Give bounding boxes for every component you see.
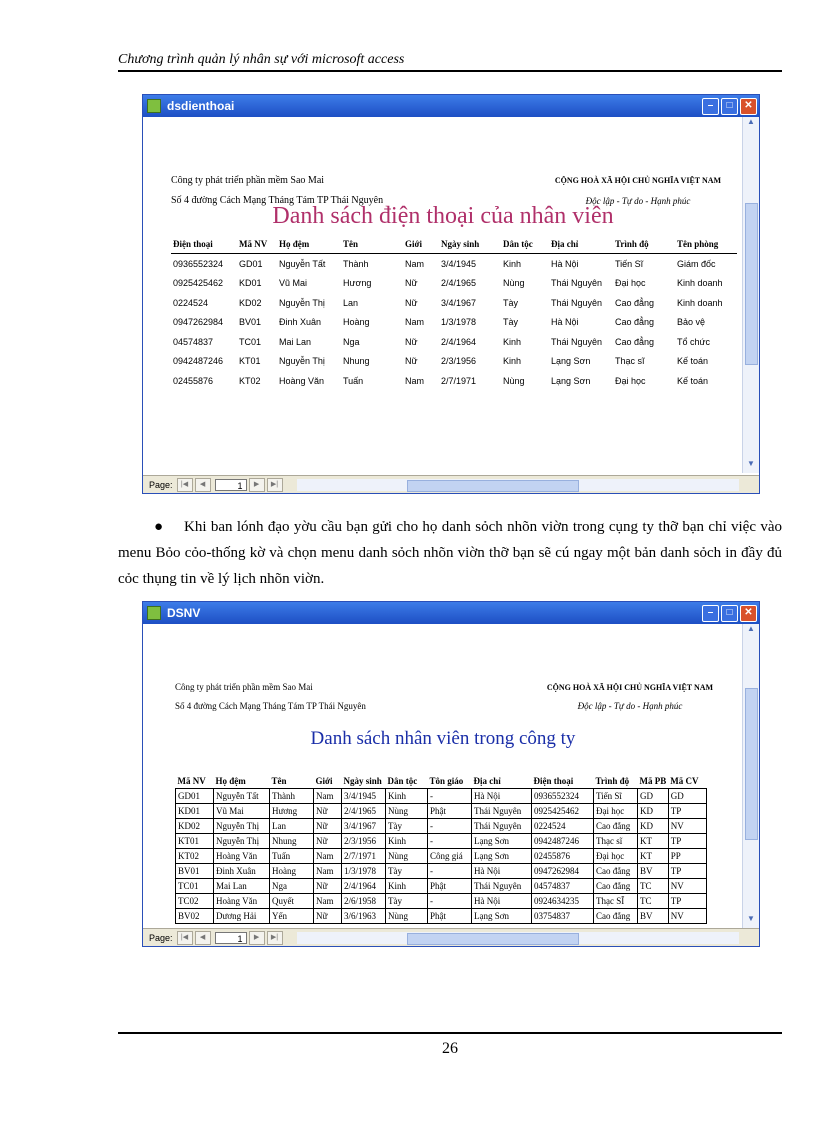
- table-cell: Hoàng: [270, 864, 314, 879]
- table-cell: Lan: [270, 819, 314, 834]
- table-cell: Kinh doanh: [677, 278, 723, 289]
- table-cell: Nam: [314, 894, 342, 909]
- table-cell: GD01: [239, 258, 263, 269]
- table-cell: Thạc sĩ: [615, 356, 645, 367]
- maximize-icon[interactable]: □: [721, 98, 738, 115]
- table-cell: 0224524: [173, 297, 209, 308]
- prev-page-icon[interactable]: ◀: [195, 931, 211, 945]
- column-header: Mã NV: [237, 237, 277, 254]
- table-cell: Đinh Xuân: [214, 864, 270, 879]
- table-cell: Kế toán: [677, 375, 709, 386]
- scroll-thumb[interactable]: [745, 203, 758, 365]
- table-cell: TC01: [176, 879, 214, 894]
- table-cell: 04574837: [532, 879, 594, 894]
- report-title: Danh sách nhân viên trong công ty: [310, 728, 576, 749]
- table-cell: 02455876: [532, 849, 594, 864]
- table-cell: KD01: [239, 278, 262, 289]
- table-cell: -: [428, 834, 472, 849]
- page-number-input[interactable]: 1: [215, 932, 247, 944]
- column-header: Tên phòng: [675, 237, 737, 254]
- table-cell: Cao đẳng: [594, 909, 638, 924]
- table-cell: 2/7/1971: [342, 849, 386, 864]
- report-icon: [147, 606, 161, 620]
- table-cell: Đại học: [594, 804, 638, 819]
- table-cell: 1/3/1978: [441, 317, 477, 328]
- company-info: [175, 678, 366, 716]
- table-cell: 0936552324: [173, 258, 224, 269]
- column-header: Tôn giáo: [429, 776, 464, 786]
- table-cell: 0925425462: [532, 804, 594, 819]
- table-cell: Nguyễn Thị: [214, 819, 270, 834]
- table-cell: Nùng: [386, 909, 428, 924]
- table-cell: 2/4/1964: [441, 336, 477, 347]
- page-header: Chương trình quản lý nhân sự với microsoft access: [118, 52, 782, 72]
- table-row: [171, 371, 737, 391]
- table-cell: Nữ: [314, 879, 342, 894]
- table-cell: 0936552324: [532, 789, 594, 804]
- table-cell: KT02: [239, 375, 261, 386]
- table-cell: Nữ: [314, 804, 342, 819]
- table-cell: 3/4/1945: [342, 789, 386, 804]
- table-cell: Phật: [428, 909, 472, 924]
- table-cell: 0924634235: [532, 894, 594, 909]
- table-cell: Dương Hải: [214, 909, 270, 924]
- table-cell: Hà Nội: [551, 258, 579, 269]
- table-cell: 2/3/1956: [441, 356, 477, 367]
- company-address: Số 4 đường Cách Mạng Tháng Tám TP Thái Nguyên: [175, 701, 366, 711]
- table-cell: -: [428, 789, 472, 804]
- last-page-icon[interactable]: ▶|: [267, 931, 283, 945]
- table-cell: Thái Nguyên: [551, 336, 603, 347]
- column-header: Họ đệm: [277, 237, 341, 254]
- table-cell: Tuấn: [343, 375, 364, 386]
- window-title: DSNV: [167, 606, 201, 620]
- table-cell: Tiến Sĩ: [594, 789, 638, 804]
- scroll-down-icon[interactable]: ▼: [747, 914, 755, 923]
- page-navigation-bar: [143, 475, 759, 493]
- table-cell: TC: [638, 879, 669, 894]
- table-cell: PP: [668, 849, 706, 864]
- table-cell: Hoàng Văn: [279, 375, 325, 386]
- next-page-icon[interactable]: ▶: [249, 478, 265, 492]
- table-row: [176, 834, 707, 849]
- table-cell: Cao đẳng: [615, 297, 655, 308]
- horizontal-scrollbar[interactable]: [297, 479, 739, 491]
- company-address: Số 4 đường Cách Mạng Tháng Tám TP Thái Nguyên: [171, 195, 384, 206]
- table-cell: Hà Nội: [472, 894, 532, 909]
- page-footer: [118, 1032, 782, 1058]
- table-cell: Mai Lan: [279, 336, 312, 347]
- hscroll-thumb[interactable]: [407, 480, 579, 492]
- column-header: Dân tộc: [387, 776, 418, 786]
- table-cell: KD02: [239, 297, 262, 308]
- table-cell: KT02: [176, 849, 214, 864]
- table-cell: Giám đốc: [677, 258, 716, 269]
- window-titlebar[interactable]: [143, 95, 759, 117]
- table-cell: Đại học: [615, 278, 646, 289]
- table-cell: Hương: [270, 804, 314, 819]
- table-cell: Kinh: [503, 258, 522, 269]
- column-header: Họ đệm: [215, 776, 246, 786]
- table-cell: Kinh: [503, 336, 522, 347]
- table-cell: BV: [638, 909, 669, 924]
- table-cell: Nhung: [270, 834, 314, 849]
- table-cell: 2/4/1965: [342, 804, 386, 819]
- table-cell: Thạc sĩ: [594, 834, 638, 849]
- table-cell: Nguyễn Thị: [214, 834, 270, 849]
- table-cell: -: [428, 864, 472, 879]
- table-cell: BV01: [176, 864, 214, 879]
- table-cell: Hoàng: [343, 317, 370, 328]
- report-icon: [147, 99, 161, 113]
- table-cell: Hà Nội: [551, 317, 579, 328]
- table-row: [171, 254, 737, 274]
- table-row: [171, 274, 737, 294]
- table-cell: KD: [638, 804, 669, 819]
- table-cell: TC02: [176, 894, 214, 909]
- page-label: Page:: [149, 479, 173, 490]
- table-row: [171, 293, 737, 313]
- table-cell: Nga: [270, 879, 314, 894]
- table-cell: Nữ: [405, 297, 418, 308]
- company-name: Công ty phát triển phần mềm Sao Mai: [175, 682, 313, 692]
- table-cell: Lạng Sơn: [551, 356, 591, 367]
- table-cell: KT: [638, 834, 669, 849]
- report-title: Danh sách điện thoại của nhân viên: [272, 203, 614, 229]
- report-window-dsdienthoai: [142, 94, 760, 494]
- table-cell: TP: [668, 894, 706, 909]
- table-cell: 3/6/1963: [342, 909, 386, 924]
- scroll-thumb[interactable]: [745, 688, 758, 840]
- table-cell: GD: [668, 789, 706, 804]
- table-row: [176, 909, 707, 924]
- employee-table: [175, 774, 707, 924]
- prev-page-icon[interactable]: ◀: [195, 478, 211, 492]
- table-cell: Yến: [270, 909, 314, 924]
- maximize-icon[interactable]: □: [721, 605, 738, 622]
- table-cell: TC: [638, 894, 669, 909]
- last-page-icon[interactable]: ▶|: [267, 478, 283, 492]
- table-cell: Nùng: [386, 849, 428, 864]
- table-cell: 1/3/1978: [342, 864, 386, 879]
- table-cell: Thái Nguyên: [472, 804, 532, 819]
- table-cell: TP: [668, 804, 706, 819]
- table-cell: Lạng Sơn: [472, 834, 532, 849]
- table-row: [176, 894, 707, 909]
- table-cell: Nam: [405, 317, 425, 328]
- table-cell: 0925425462: [173, 278, 224, 289]
- column-header: Điện thoại: [171, 237, 237, 254]
- table-cell: Cao đẳng: [594, 864, 638, 879]
- close-icon[interactable]: ✕: [740, 605, 757, 622]
- table-cell: 2/6/1958: [342, 894, 386, 909]
- table-cell: Kinh: [503, 356, 522, 367]
- table-row: [176, 864, 707, 879]
- table-cell: Thái Nguyên: [551, 278, 603, 289]
- company-name: Công ty phát triển phần mềm Sao Mai: [171, 175, 325, 186]
- table-cell: NV: [668, 909, 706, 924]
- paragraph-text: Khi ban lónh đạo yờu cầu bạn gửi cho họ danh sỏch nhõn viờn trong cụng ty thỡ bạn chỉ việc vào menu Bỏo cỏo-thống kờ và chọn menu danh sỏch nhõn viờn thỡ bạn sẽ cú ngay một bản danh sỏch in đầy đủ cỏc thụng tin về lý lịch nhõn viờn.: [118, 519, 782, 587]
- table-cell: -: [428, 819, 472, 834]
- table-cell: Hà Nội: [472, 789, 532, 804]
- table-cell: TC01: [239, 336, 262, 347]
- republic-name: CỘNG HOÀ XÃ HỘI CHỦ NGHĨA VIỆT NAM: [546, 683, 714, 692]
- table-cell: Đinh Xuân: [279, 317, 322, 328]
- table-cell: Hà Nội: [472, 864, 532, 879]
- column-header: Giới: [403, 237, 439, 254]
- table-cell: Thái Nguyên: [551, 297, 603, 308]
- table-cell: NV: [668, 879, 706, 894]
- table-cell: Bảo vệ: [677, 317, 706, 328]
- table-cell: Nữ: [314, 834, 342, 849]
- column-header: Giới: [315, 776, 333, 786]
- first-page-icon[interactable]: |◀: [177, 931, 193, 945]
- table-row: [176, 879, 707, 894]
- table-row: [176, 849, 707, 864]
- table-cell: 2/4/1964: [342, 879, 386, 894]
- column-header: Mã CV: [670, 776, 699, 786]
- table-cell: -: [428, 894, 472, 909]
- next-page-icon[interactable]: ▶: [249, 931, 265, 945]
- phone-table: [171, 237, 737, 391]
- vertical-scrollbar[interactable]: [742, 117, 759, 473]
- table-cell: Nữ: [405, 356, 418, 367]
- table-cell: Tuấn: [270, 849, 314, 864]
- table-cell: Thạc SĨ: [594, 894, 638, 909]
- minimize-icon[interactable]: –: [702, 98, 719, 115]
- table-cell: Nam: [405, 375, 425, 386]
- table-cell: Nữ: [405, 336, 418, 347]
- table-cell: Tày: [503, 317, 519, 328]
- table-cell: TP: [668, 864, 706, 879]
- table-cell: Nguyễn Tất: [214, 789, 270, 804]
- table-cell: Tiến Sĩ: [615, 258, 644, 269]
- report-window-dsnv: [142, 601, 760, 947]
- column-header: Mã NV: [177, 776, 206, 786]
- table-cell: NV: [668, 819, 706, 834]
- table-cell: 02455876: [173, 375, 214, 386]
- column-header: Địa chỉ: [549, 237, 613, 254]
- column-header: Mã PB: [639, 776, 667, 786]
- table-cell: Hương: [343, 278, 372, 289]
- table-cell: Phật: [428, 879, 472, 894]
- table-cell: 3/4/1945: [441, 258, 477, 269]
- table-cell: Cao đẳng: [594, 819, 638, 834]
- table-cell: Nữ: [314, 819, 342, 834]
- table-cell: Kinh: [386, 789, 428, 804]
- table-cell: Thái Nguyên: [472, 819, 532, 834]
- table-cell: Thái Nguyên: [472, 879, 532, 894]
- table-cell: 2/4/1965: [441, 278, 477, 289]
- table-cell: Nhung: [343, 356, 370, 367]
- table-row: [176, 789, 707, 804]
- table-cell: Nùng: [503, 278, 525, 289]
- table-cell: 04574837: [173, 336, 214, 347]
- table-cell: Hoàng Văn: [214, 894, 270, 909]
- page-number-input[interactable]: 1: [215, 479, 247, 491]
- table-cell: Phật: [428, 804, 472, 819]
- column-header: Trình độ: [613, 237, 675, 254]
- table-cell: Tày: [386, 864, 428, 879]
- table-cell: Tày: [386, 819, 428, 834]
- table-row: [171, 332, 737, 352]
- table-cell: KD01: [176, 804, 214, 819]
- body-paragraph: [118, 514, 782, 592]
- table-cell: Nam: [314, 849, 342, 864]
- table-cell: Tày: [386, 894, 428, 909]
- table-cell: 0942487246: [173, 356, 224, 367]
- table-cell: Cao đẳng: [615, 336, 655, 347]
- table-cell: 3/4/1967: [342, 819, 386, 834]
- table-cell: Nữ: [314, 909, 342, 924]
- table-cell: Lạng Sơn: [551, 375, 591, 386]
- table-cell: BV: [638, 864, 669, 879]
- table-cell: Thành: [343, 258, 369, 269]
- table-cell: 2/7/1971: [441, 375, 477, 386]
- table-cell: Vũ Mai: [214, 804, 270, 819]
- first-page-icon[interactable]: |◀: [177, 478, 193, 492]
- table-row: [171, 313, 737, 333]
- table-cell: Nguyễn Thị: [279, 297, 325, 308]
- window-titlebar[interactable]: [143, 602, 759, 624]
- table-cell: Thành: [270, 789, 314, 804]
- table-row: [171, 352, 737, 372]
- table-cell: Kinh doanh: [677, 297, 723, 308]
- table-cell: BV01: [239, 317, 262, 328]
- table-cell: Nga: [343, 336, 360, 347]
- scroll-up-icon[interactable]: ▲: [747, 624, 755, 633]
- table-cell: KT01: [239, 356, 261, 367]
- table-cell: KD: [638, 819, 669, 834]
- table-cell: Nguyễn Thị: [279, 356, 325, 367]
- page-label: Page:: [149, 932, 173, 943]
- republic-name: CỘNG HOÀ XÃ HỘI CHỦ NGHĨA VIỆT NAM: [554, 176, 722, 185]
- table-cell: Đại học: [615, 375, 646, 386]
- table-cell: Tày: [503, 297, 519, 308]
- report-page: [143, 117, 759, 473]
- table-cell: Mai Lan: [214, 879, 270, 894]
- hscroll-thumb[interactable]: [407, 933, 579, 945]
- republic-motto: Độc lập - Tự do - Hạnh phúc: [585, 196, 691, 206]
- page-number: 26: [442, 1040, 458, 1057]
- table-cell: 03754837: [532, 909, 594, 924]
- scroll-up-icon[interactable]: ▲: [747, 117, 755, 126]
- table-cell: 3/4/1967: [441, 297, 477, 308]
- close-icon[interactable]: ✕: [740, 98, 757, 115]
- table-cell: BV02: [176, 909, 214, 924]
- table-cell: KD02: [176, 819, 214, 834]
- table-cell: Nùng: [386, 804, 428, 819]
- table-row: [176, 804, 707, 819]
- republic-header: [535, 678, 725, 716]
- table-cell: Cao đẳng: [615, 317, 655, 328]
- table-cell: 0942487246: [532, 834, 594, 849]
- column-header: Dân tộc: [501, 237, 549, 254]
- table-cell: Kinh: [386, 834, 428, 849]
- table-cell: 0224524: [532, 819, 594, 834]
- table-cell: 0947262984: [532, 864, 594, 879]
- table-cell: Nữ: [405, 278, 418, 289]
- table-cell: Kinh: [386, 879, 428, 894]
- table-cell: GD01: [176, 789, 214, 804]
- table-cell: KT01: [176, 834, 214, 849]
- table-cell: Nùng: [503, 375, 525, 386]
- horizontal-scrollbar[interactable]: [297, 932, 739, 944]
- scroll-down-icon[interactable]: ▼: [747, 459, 755, 468]
- table-cell: Lan: [343, 297, 359, 308]
- table-cell: Hoàng Văn: [214, 849, 270, 864]
- report-page: [143, 624, 759, 928]
- column-header: Điện thoại: [533, 776, 574, 786]
- table-cell: Nam: [314, 789, 342, 804]
- table-cell: Lạng Sơn: [472, 849, 532, 864]
- table-cell: Lạng Sơn: [472, 909, 532, 924]
- table-cell: Đại học: [594, 849, 638, 864]
- column-header: Địa chỉ: [473, 776, 501, 786]
- page-navigation-bar: [143, 928, 759, 946]
- table-row: [176, 819, 707, 834]
- table-cell: GD: [638, 789, 669, 804]
- vertical-scrollbar[interactable]: [742, 624, 759, 928]
- column-header: Ngày sinh: [439, 237, 501, 254]
- table-cell: Nam: [405, 258, 425, 269]
- table-cell: Nguyễn Tất: [279, 258, 326, 269]
- table-cell: Cao đẳng: [594, 879, 638, 894]
- bullet-icon: ●: [154, 519, 164, 535]
- table-cell: Tổ chức: [677, 336, 711, 347]
- window-title: dsdienthoai: [167, 99, 235, 113]
- minimize-icon[interactable]: –: [702, 605, 719, 622]
- table-cell: Nam: [314, 864, 342, 879]
- column-header: Trình độ: [595, 776, 630, 786]
- table-cell: 0947262984: [173, 317, 224, 328]
- column-header: Tên: [271, 776, 287, 786]
- column-header: Ngày sinh: [343, 776, 382, 786]
- republic-motto: Độc lập - Tự do - Hạnh phúc: [577, 701, 683, 711]
- table-cell: Kế toán: [677, 356, 709, 367]
- table-cell: Vũ Mai: [279, 278, 308, 289]
- column-header: Tên: [341, 237, 403, 254]
- table-cell: Công giá: [428, 849, 472, 864]
- table-cell: TP: [668, 834, 706, 849]
- table-cell: KT: [638, 849, 669, 864]
- table-cell: Quyết: [270, 894, 314, 909]
- table-cell: 2/3/1956: [342, 834, 386, 849]
